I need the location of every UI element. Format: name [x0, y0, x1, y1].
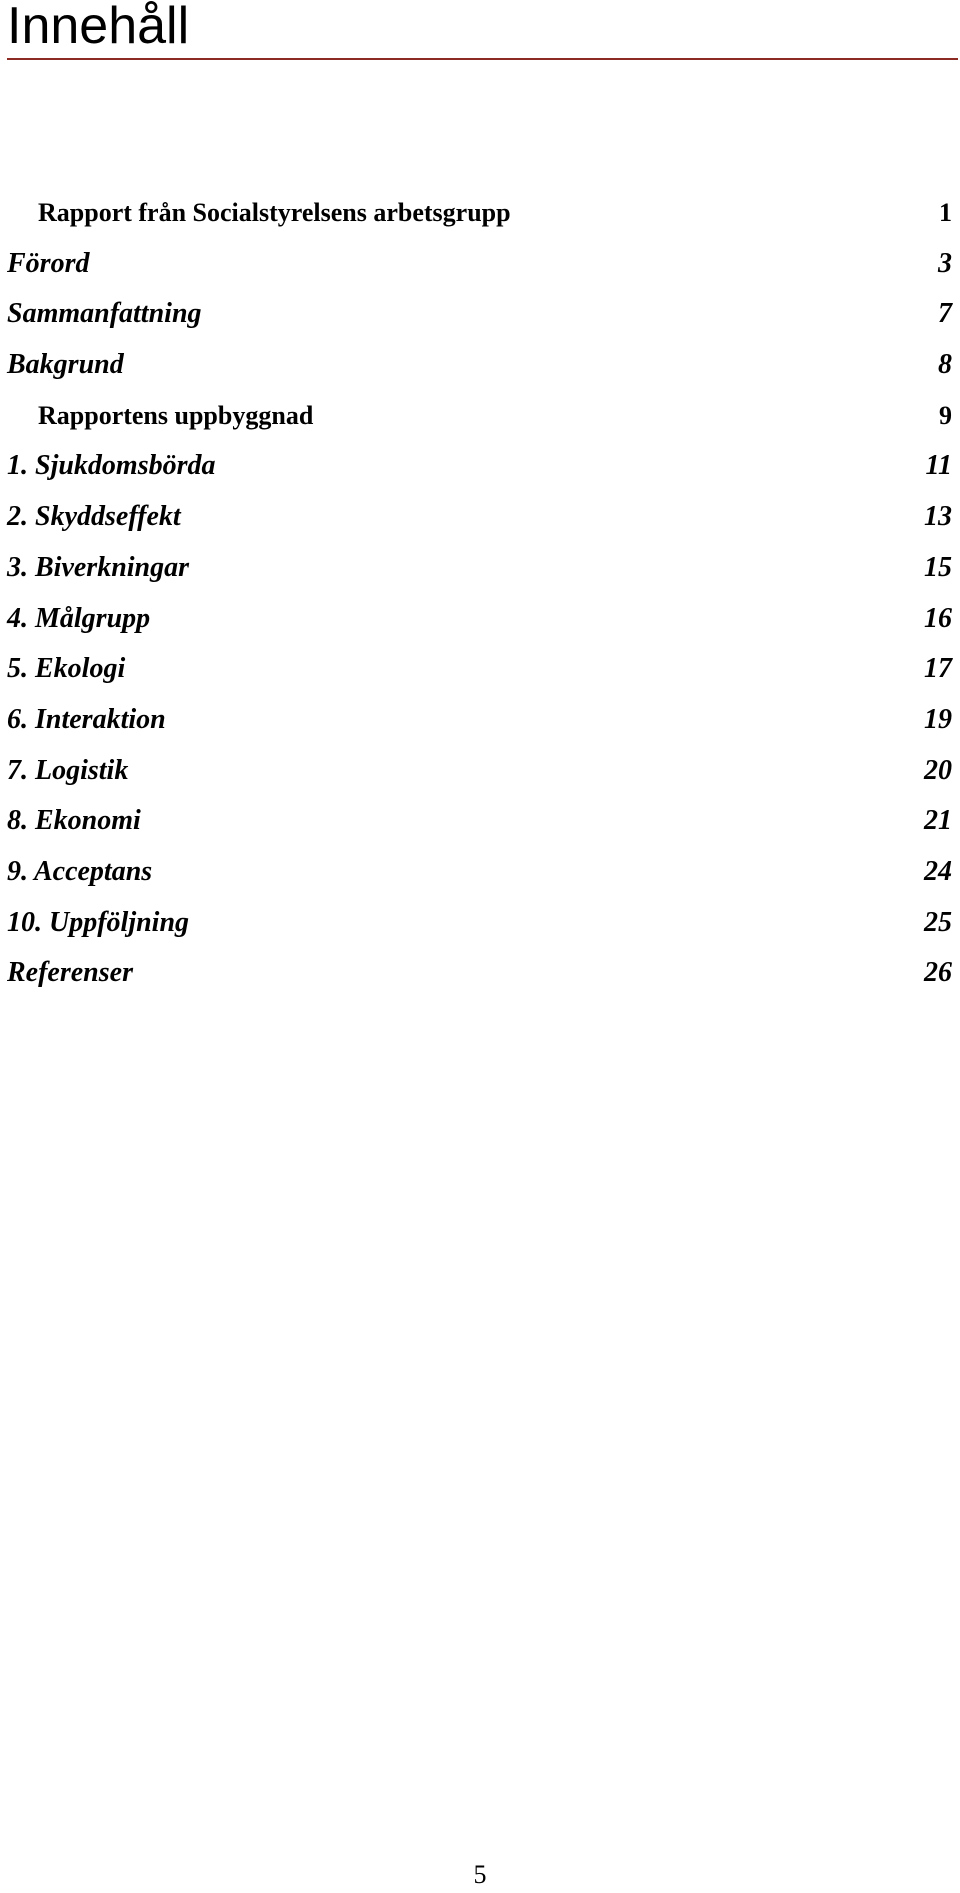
toc-entry[interactable] — [0, 398, 960, 449]
toc-entry-title: 8. Ekonomi — [7, 805, 141, 837]
toc-entry[interactable] — [0, 905, 960, 956]
toc-entry[interactable] — [0, 854, 960, 905]
toc-entry-page-number: 15 — [924, 551, 952, 583]
toc-entry[interactable] — [0, 753, 960, 804]
toc-entry-title: 10. Uppföljning — [7, 906, 190, 938]
toc-entry-page-number: 25 — [924, 906, 952, 938]
toc-entry-page-number: 1 — [939, 198, 952, 227]
toc-entry-page-number: 24 — [924, 855, 952, 887]
toc-entry[interactable] — [0, 803, 960, 854]
toc-entry[interactable] — [0, 246, 960, 297]
toc-entry-page-number: 19 — [924, 703, 952, 735]
toc-entry[interactable] — [0, 651, 960, 702]
toc-entry[interactable] — [0, 550, 960, 601]
toc-entry-title: Förord — [7, 247, 90, 279]
toc-entry-page-number: 21 — [924, 805, 952, 837]
toc-entry-page-number: 11 — [925, 450, 952, 482]
page-number: 5 — [473, 1860, 487, 1889]
toc-entry[interactable] — [0, 296, 960, 347]
toc-entry-title: Sammanfattning — [7, 298, 202, 330]
toc-entry-title: 7. Logistik — [7, 754, 129, 786]
toc-entry-title: Referenser — [7, 957, 133, 989]
toc-entry[interactable] — [0, 955, 960, 1006]
toc-entry-page-number: 17 — [924, 653, 952, 685]
toc-entry-title: Rapportens uppbyggnad — [38, 400, 314, 430]
toc-entry-title: 9. Acceptans — [7, 855, 153, 887]
toc-entry-title: Rapport från Socialstyrelsens arbetsgrupp — [38, 198, 511, 227]
heading-section — [7, 0, 958, 60]
toc-entry[interactable] — [0, 195, 960, 246]
toc-entry-page-number: 9 — [939, 400, 952, 430]
toc-entry[interactable] — [0, 702, 960, 753]
toc-entry[interactable] — [0, 499, 960, 550]
toc-entry-title: 5. Ekologi — [7, 653, 126, 685]
toc-entry-title: 4. Målgrupp — [7, 602, 151, 634]
toc-entry-title: 1. Sjukdomsbörda — [7, 450, 216, 482]
toc-entry-page-number: 7 — [938, 298, 952, 330]
toc-entry[interactable] — [0, 347, 960, 398]
toc-entry-page-number: 8 — [938, 349, 952, 381]
table-of-contents — [0, 195, 960, 1006]
toc-entry-title: 2. Skyddseffekt — [7, 501, 181, 533]
toc-entry-page-number: 13 — [924, 501, 952, 533]
toc-entry-page-number: 16 — [924, 602, 952, 634]
toc-entry-page-number: 20 — [924, 754, 952, 786]
toc-entry-page-number: 3 — [938, 247, 952, 279]
page-title: Innehåll — [7, 0, 190, 55]
toc-entry[interactable] — [0, 601, 960, 652]
toc-entry[interactable] — [0, 448, 960, 499]
toc-entry-page-number: 26 — [924, 957, 952, 989]
toc-entry-title: Bakgrund — [7, 349, 124, 381]
toc-entry-title: 6. Interaktion — [7, 703, 166, 735]
toc-entry-title: 3. Biverkningar — [7, 551, 190, 583]
